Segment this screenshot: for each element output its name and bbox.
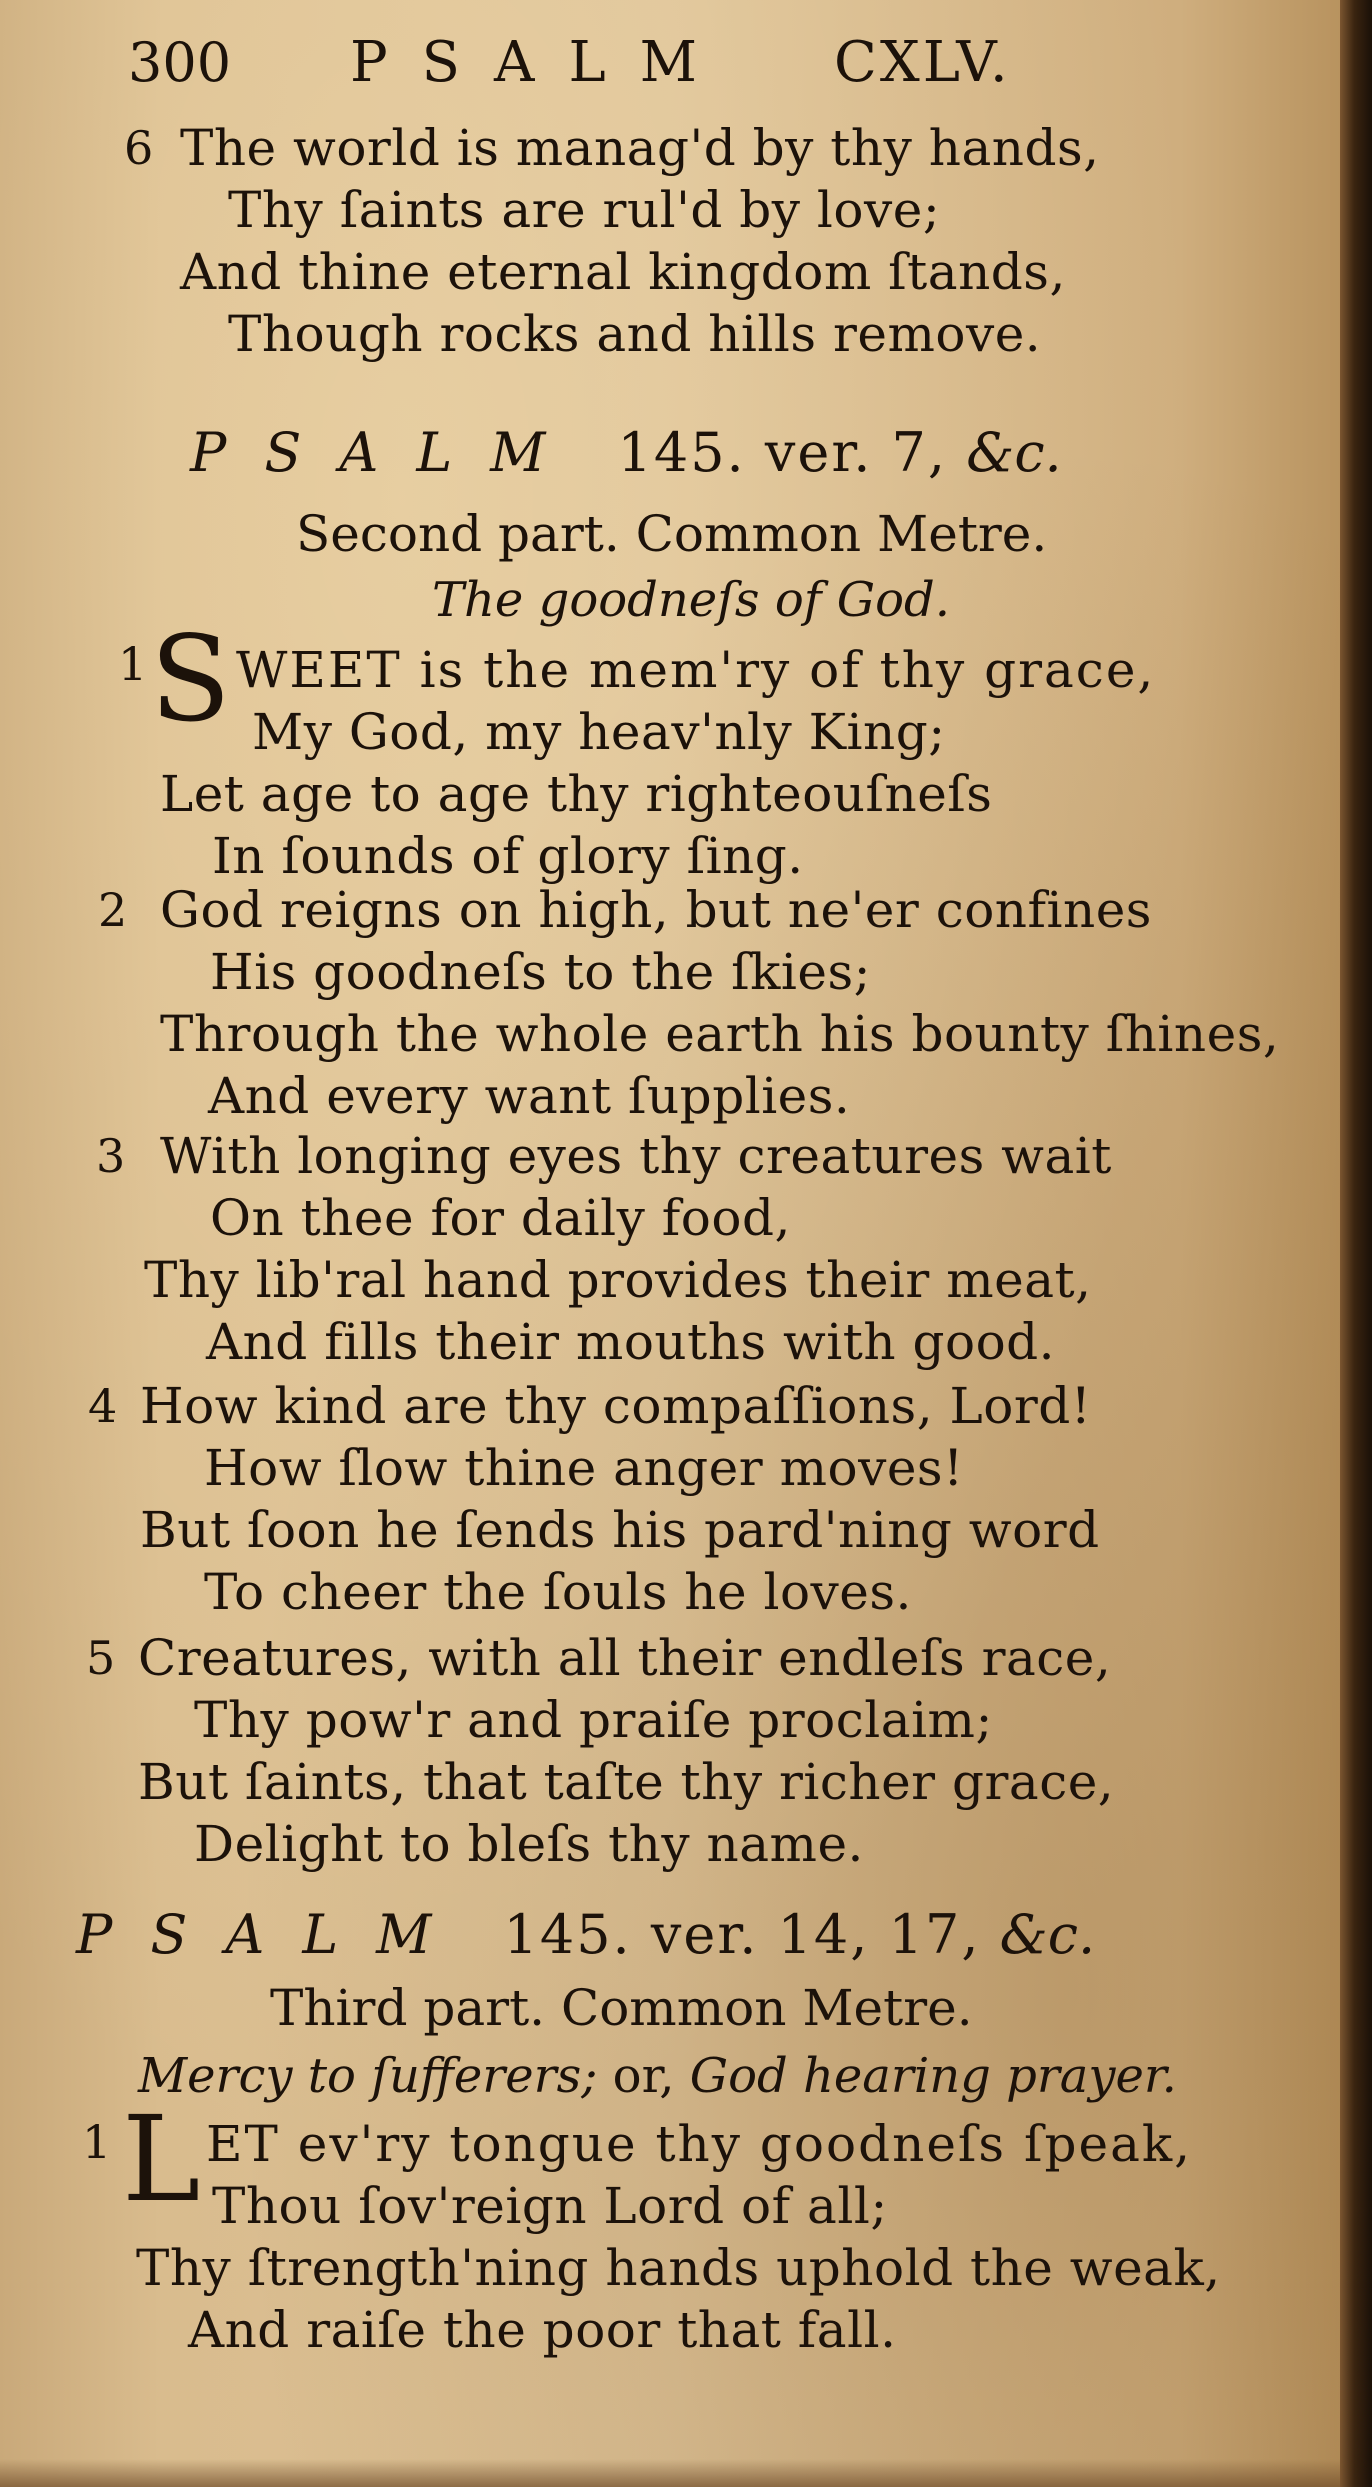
verse-line: To cheer the ſouls he loves. (204, 1563, 912, 1621)
verse-line: ET ev'ry tongue thy goodneſs ſpeak, (206, 2115, 1193, 2173)
verse-line: And fills their mouths with good. (206, 1313, 1056, 1371)
running-head: PSALM (350, 30, 732, 95)
psalm-metre: Second part. Common Metre. (296, 505, 1048, 563)
verse-line: Thy ſtrength'ning hands uphold the weak, (136, 2239, 1221, 2297)
psalm-metre: Third part. Common Metre. (270, 1979, 973, 2037)
verse-number: 2 (98, 883, 128, 937)
verse-line: WEET is the mem'ry of thy grace, (236, 641, 1156, 699)
psalm-reference: 145. ver. 14, 17, (503, 1903, 1000, 1966)
verse-line: My God, my heav'nly King; (252, 703, 946, 761)
psalm-label: PSALM (76, 1903, 470, 1966)
verse-line: But ſaints, that taſte thy richer grace, (138, 1753, 1115, 1811)
verse-line: His goodneſs to the ſkies; (210, 943, 871, 1001)
psalm-reference: 145. ver. 7, (617, 421, 967, 484)
psalm-subtitle (138, 2046, 1177, 2106)
verse-number: 4 (88, 1379, 118, 1433)
verse-line: But ſoon he ſends his pard'ning word (140, 1501, 1100, 1559)
psalm-etc: &c. (999, 1903, 1096, 1966)
verse-line: Let age to age thy righteouſneſs (160, 765, 993, 823)
subtitle-part-a: Mercy to ſufferers; (138, 2048, 598, 2104)
drop-cap: S (150, 610, 231, 748)
verse-line: Thy ſaints are rul'd by love; (228, 181, 941, 239)
verse-line: And raiſe the poor that fall. (188, 2301, 897, 2359)
psalm-etc: &c. (966, 421, 1062, 484)
verse-line: With longing eyes thy creatures wait (160, 1127, 1112, 1185)
verse-number: 3 (96, 1129, 126, 1183)
verse-number: 5 (86, 1631, 116, 1685)
verse-number: 1 (82, 2115, 112, 2169)
psalm-label: PSALM (190, 421, 584, 484)
verse-number: 6 (124, 121, 154, 175)
running-head-roman: CXLV. (834, 30, 1011, 95)
verse-line: God reigns on high, but ne'er confines (160, 881, 1152, 939)
verse-line: Creatures, with all their endleſs race, (138, 1629, 1112, 1687)
verse-line: Though rocks and hills remove. (228, 305, 1042, 363)
verse-line: Thou ſov'reign Lord of all; (212, 2177, 888, 2235)
verse-line: How ſlow thine anger moves! (204, 1439, 964, 1497)
verse-line: In ſounds of glory ſing. (212, 827, 804, 885)
drop-cap: L (122, 2090, 201, 2228)
book-spine (1340, 0, 1372, 2487)
subtitle-part-b: God hearing prayer. (689, 2048, 1177, 2104)
verse-line: And thine eternal kingdom ſtands, (180, 243, 1066, 301)
page-number: 300 (128, 31, 232, 94)
verse-line: Delight to bleſs thy name. (194, 1815, 864, 1873)
verse-line: How kind are thy compaſſions, Lord! (140, 1377, 1092, 1435)
verse-line: Thy lib'ral hand provides their meat, (144, 1251, 1092, 1309)
verse-line: And every want ſupplies. (208, 1067, 851, 1125)
psalm-heading (190, 420, 1062, 486)
verse-line: On thee for daily food, (210, 1189, 791, 1247)
psalm-heading (76, 1902, 1095, 1968)
verse-line: The world is manag'd by thy hands, (180, 119, 1100, 177)
verse-line: Through the whole earth his bounty ſhines, (160, 1005, 1280, 1063)
page-bottom-edge (0, 2459, 1340, 2487)
verse-line: Thy pow'r and praiſe proclaim; (194, 1691, 993, 1749)
subtitle-or: or, (597, 2048, 690, 2104)
verse-number: 1 (118, 637, 148, 691)
psalm-subtitle: The goodneſs of God. (432, 572, 950, 628)
